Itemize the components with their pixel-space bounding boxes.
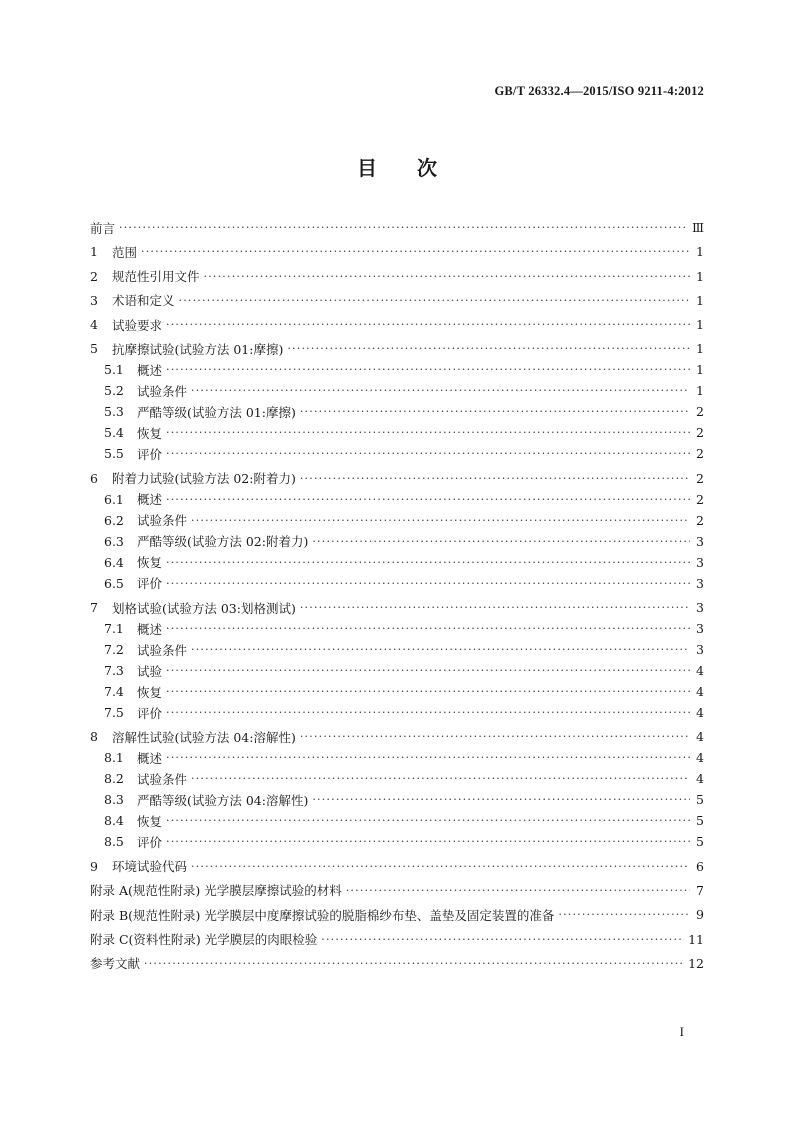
- toc-entry-page: 2: [696, 512, 704, 528]
- toc-entry[interactable]: [90, 639, 704, 660]
- toc-entry[interactable]: [90, 831, 704, 852]
- toc-leader-dots: [166, 577, 690, 590]
- toc-leader-dots: [166, 622, 690, 635]
- toc-entry-number: 6.2: [104, 512, 124, 528]
- toc-entry-page: 4: [696, 771, 704, 787]
- toc-leader-dots: [166, 426, 690, 439]
- toc-entry-page: 5: [696, 813, 704, 829]
- toc-entry-label: 评价: [137, 705, 163, 721]
- toc-entry-page: 4: [696, 663, 704, 679]
- toc-entry-label: 恢复: [137, 684, 163, 700]
- toc-entry-label: 试验条件: [137, 642, 188, 658]
- toc-entry-number: 6.3: [104, 533, 124, 549]
- toc-entry[interactable]: [90, 552, 704, 573]
- toc-entry[interactable]: [90, 880, 704, 901]
- toc-entry[interactable]: [90, 768, 704, 789]
- toc-entry[interactable]: [90, 726, 704, 747]
- toc-entry-number: 8.1: [104, 750, 124, 766]
- toc-entry-label: 划格试验(试验方法 03:划格测试): [112, 600, 296, 616]
- toc-entry-label: 评价: [137, 576, 163, 592]
- toc-entry-label: 附着力试验(试验方法 02:附着力): [112, 471, 296, 487]
- toc-leader-dots: [191, 514, 690, 527]
- toc-entry[interactable]: [90, 618, 704, 639]
- toc-entry[interactable]: [90, 597, 704, 618]
- toc-entry-number: 8.2: [104, 771, 124, 787]
- toc-leader-dots: [191, 772, 690, 785]
- toc-entry-number: 3: [90, 292, 98, 308]
- toc-entry-page: 1: [696, 362, 704, 378]
- toc-leader-dots: [166, 706, 690, 719]
- toc-entry-page: 4: [696, 684, 704, 700]
- toc-entry[interactable]: [90, 241, 704, 262]
- toc-leader-dots: [166, 318, 690, 331]
- toc-entry-number: 4: [90, 317, 98, 333]
- toc-entry-number: 8.3: [104, 792, 124, 808]
- toc-leader-dots: [166, 363, 690, 376]
- toc-entry-number: 5: [90, 341, 98, 357]
- toc-entry-number: 7.5: [104, 705, 124, 721]
- toc-entry-label: 附录 B(规范性附录) 光学膜层中度摩擦试验的脱脂棉纱布垫、盖垫及固定装置的准备: [90, 907, 555, 923]
- toc-entry-label: 规范性引用文件: [112, 269, 200, 285]
- toc-entry[interactable]: [90, 573, 704, 594]
- toc-entry-page: 1: [696, 268, 704, 284]
- toc-entry-label: 范围: [112, 244, 138, 260]
- toc-entry-label: 评价: [137, 446, 163, 462]
- toc-entry-page: 9: [696, 907, 704, 923]
- toc-leader-dots: [346, 884, 690, 897]
- toc-entry-label: 严酷等级(试验方法 04:溶解性): [137, 792, 309, 808]
- table-of-contents: [90, 217, 704, 974]
- toc-entry-page: 3: [696, 621, 704, 637]
- toc-entry-label: 评价: [137, 834, 163, 850]
- toc-entry-page: 3: [696, 575, 704, 591]
- toc-entry[interactable]: [90, 468, 704, 489]
- toc-leader-dots: [166, 835, 690, 848]
- toc-entry[interactable]: [90, 904, 704, 925]
- toc-entry-label: 概述: [137, 750, 163, 766]
- toc-entry-label: 附录 A(规范性附录) 光学膜层摩擦试验的材料: [90, 883, 342, 899]
- toc-entry-number: 2: [90, 268, 98, 284]
- toc-leader-dots: [166, 814, 690, 827]
- toc-entry-number: 7.2: [104, 642, 124, 658]
- toc-entry-number: 6.5: [104, 575, 124, 591]
- toc-leader-dots: [300, 601, 690, 614]
- toc-entry-label: 试验条件: [137, 383, 188, 399]
- toc-entry[interactable]: [90, 489, 704, 510]
- toc-entry-label: 附录 C(资料性附录) 光学膜层的肉眼检验: [90, 932, 318, 948]
- toc-entry-label: 抗摩擦试验(试验方法 01:摩擦): [112, 341, 284, 357]
- toc-entry[interactable]: [90, 266, 704, 287]
- toc-entry-number: 5.4: [104, 425, 124, 441]
- toc-entry[interactable]: [90, 443, 704, 464]
- toc-entry[interactable]: [90, 380, 704, 401]
- toc-leader-dots: [312, 793, 690, 806]
- toc-leader-dots: [312, 535, 690, 548]
- toc-entry[interactable]: [90, 929, 704, 950]
- toc-entry[interactable]: [90, 338, 704, 359]
- toc-leader-dots: [166, 664, 690, 677]
- toc-entry-label: 恢复: [137, 813, 163, 829]
- toc-entry[interactable]: [90, 531, 704, 552]
- toc-entry-page: 1: [696, 244, 704, 260]
- toc-entry-number: 7: [90, 600, 98, 616]
- toc-entry-page: Ⅲ: [691, 220, 704, 235]
- toc-entry-number: 8.5: [104, 834, 124, 850]
- toc-entry-page: 2: [696, 470, 704, 486]
- toc-entry-page: 7: [696, 882, 704, 898]
- footer-page-number: I: [679, 1024, 684, 1039]
- toc-entry-label: 恢复: [137, 555, 163, 571]
- toc-entry-page: 5: [696, 834, 704, 850]
- toc-entry-page: 4: [696, 729, 704, 745]
- toc-entry[interactable]: [90, 510, 704, 531]
- toc-entry-page: 1: [696, 317, 704, 333]
- toc-leader-dots: [204, 270, 690, 283]
- toc-entry-page: 1: [696, 292, 704, 308]
- toc-leader-dots: [166, 751, 690, 764]
- toc-entry-number: 6.1: [104, 491, 124, 507]
- toc-entry[interactable]: [90, 660, 704, 681]
- toc-entry-label: 试验条件: [137, 513, 188, 529]
- toc-entry-number: 6.4: [104, 554, 124, 570]
- toc-leader-dots: [558, 908, 690, 921]
- toc-entry-label: 严酷等级(试验方法 01:摩擦): [137, 404, 296, 420]
- toc-entry-page: 2: [696, 404, 704, 420]
- toc-leader-dots: [166, 447, 690, 460]
- toc-leader-dots: [166, 685, 690, 698]
- toc-entry-label: 概述: [137, 362, 163, 378]
- toc-entry[interactable]: [90, 810, 704, 831]
- toc-entry-label: 参考文献: [90, 956, 141, 972]
- toc-entry-number: 8.4: [104, 813, 124, 829]
- toc-entry-number: 8: [90, 729, 98, 745]
- toc-entry-number: 5.3: [104, 404, 124, 420]
- toc-entry-number: 7.1: [104, 621, 124, 637]
- toc-entry-number: 6: [90, 470, 98, 486]
- toc-entry-page: 1: [696, 341, 704, 357]
- toc-entry-label: 试验要求: [112, 317, 163, 333]
- toc-leader-dots: [166, 556, 690, 569]
- toc-leader-dots: [287, 342, 690, 355]
- toc-entry-page: 3: [696, 533, 704, 549]
- toc-entry-page: 4: [696, 705, 704, 721]
- toc-entry-number: 7.4: [104, 684, 124, 700]
- toc-entry-page: 3: [696, 554, 704, 570]
- page-title: 目次: [357, 156, 477, 180]
- toc-entry-label: 严酷等级(试验方法 02:附着力): [137, 534, 309, 550]
- toc-leader-dots: [179, 294, 690, 307]
- toc-entry-label: 前言: [90, 220, 116, 236]
- toc-entry-label: 术语和定义: [112, 293, 175, 309]
- toc-entry[interactable]: [90, 422, 704, 443]
- toc-entry-page: 12: [688, 955, 704, 971]
- header-standard-code: GB/T 26332.4—2015/ISO 9211-4:2012: [494, 84, 704, 98]
- toc-entry-label: 试验条件: [137, 771, 188, 787]
- toc-leader-dots: [300, 730, 690, 743]
- toc-entry-number: 7.3: [104, 663, 124, 679]
- toc-leader-dots: [191, 860, 690, 873]
- toc-entry[interactable]: [90, 856, 704, 877]
- toc-entry-page: 2: [696, 491, 704, 507]
- toc-entry-number: 5.2: [104, 383, 124, 399]
- toc-entry-page: 2: [696, 425, 704, 441]
- toc-leader-dots: [191, 643, 690, 656]
- toc-entry-label: 环境试验代码: [112, 859, 188, 875]
- toc-leader-dots: [119, 221, 688, 234]
- toc-entry[interactable]: [90, 359, 704, 380]
- toc-leader-dots: [300, 405, 690, 418]
- toc-entry-page: 5: [696, 792, 704, 808]
- toc-entry-number: 9: [90, 858, 98, 874]
- toc-entry[interactable]: [90, 747, 704, 768]
- toc-leader-dots: [144, 957, 684, 970]
- toc-entry[interactable]: [90, 953, 704, 974]
- toc-leader-dots: [141, 245, 690, 258]
- toc-entry-page: 3: [696, 600, 704, 616]
- toc-entry-label: 试验: [137, 663, 163, 679]
- toc-entry[interactable]: [90, 290, 704, 311]
- toc-entry[interactable]: [90, 217, 704, 238]
- toc-entry-number: 1: [90, 244, 98, 260]
- toc-entry[interactable]: [90, 401, 704, 422]
- toc-leader-dots: [321, 933, 684, 946]
- toc-entry-label: 概述: [137, 492, 163, 508]
- toc-entry-label: 恢复: [137, 425, 163, 441]
- toc-entry[interactable]: [90, 789, 704, 810]
- toc-entry-number: 5.5: [104, 446, 124, 462]
- toc-entry-page: 3: [696, 642, 704, 658]
- toc-leader-dots: [166, 493, 690, 506]
- toc-entry[interactable]: [90, 314, 704, 335]
- toc-entry-page: 6: [696, 858, 704, 874]
- toc-entry-page: 4: [696, 750, 704, 766]
- toc-entry-page: 2: [696, 446, 704, 462]
- toc-entry[interactable]: [90, 702, 704, 723]
- toc-leader-dots: [300, 472, 690, 485]
- toc-entry-page: 11: [688, 931, 704, 947]
- toc-entry-number: 5.1: [104, 362, 124, 378]
- toc-entry[interactable]: [90, 681, 704, 702]
- toc-entry-label: 概述: [137, 621, 163, 637]
- toc-entry-label: 溶解性试验(试验方法 04:溶解性): [112, 729, 296, 745]
- toc-entry-page: 1: [696, 383, 704, 399]
- toc-leader-dots: [191, 384, 690, 397]
